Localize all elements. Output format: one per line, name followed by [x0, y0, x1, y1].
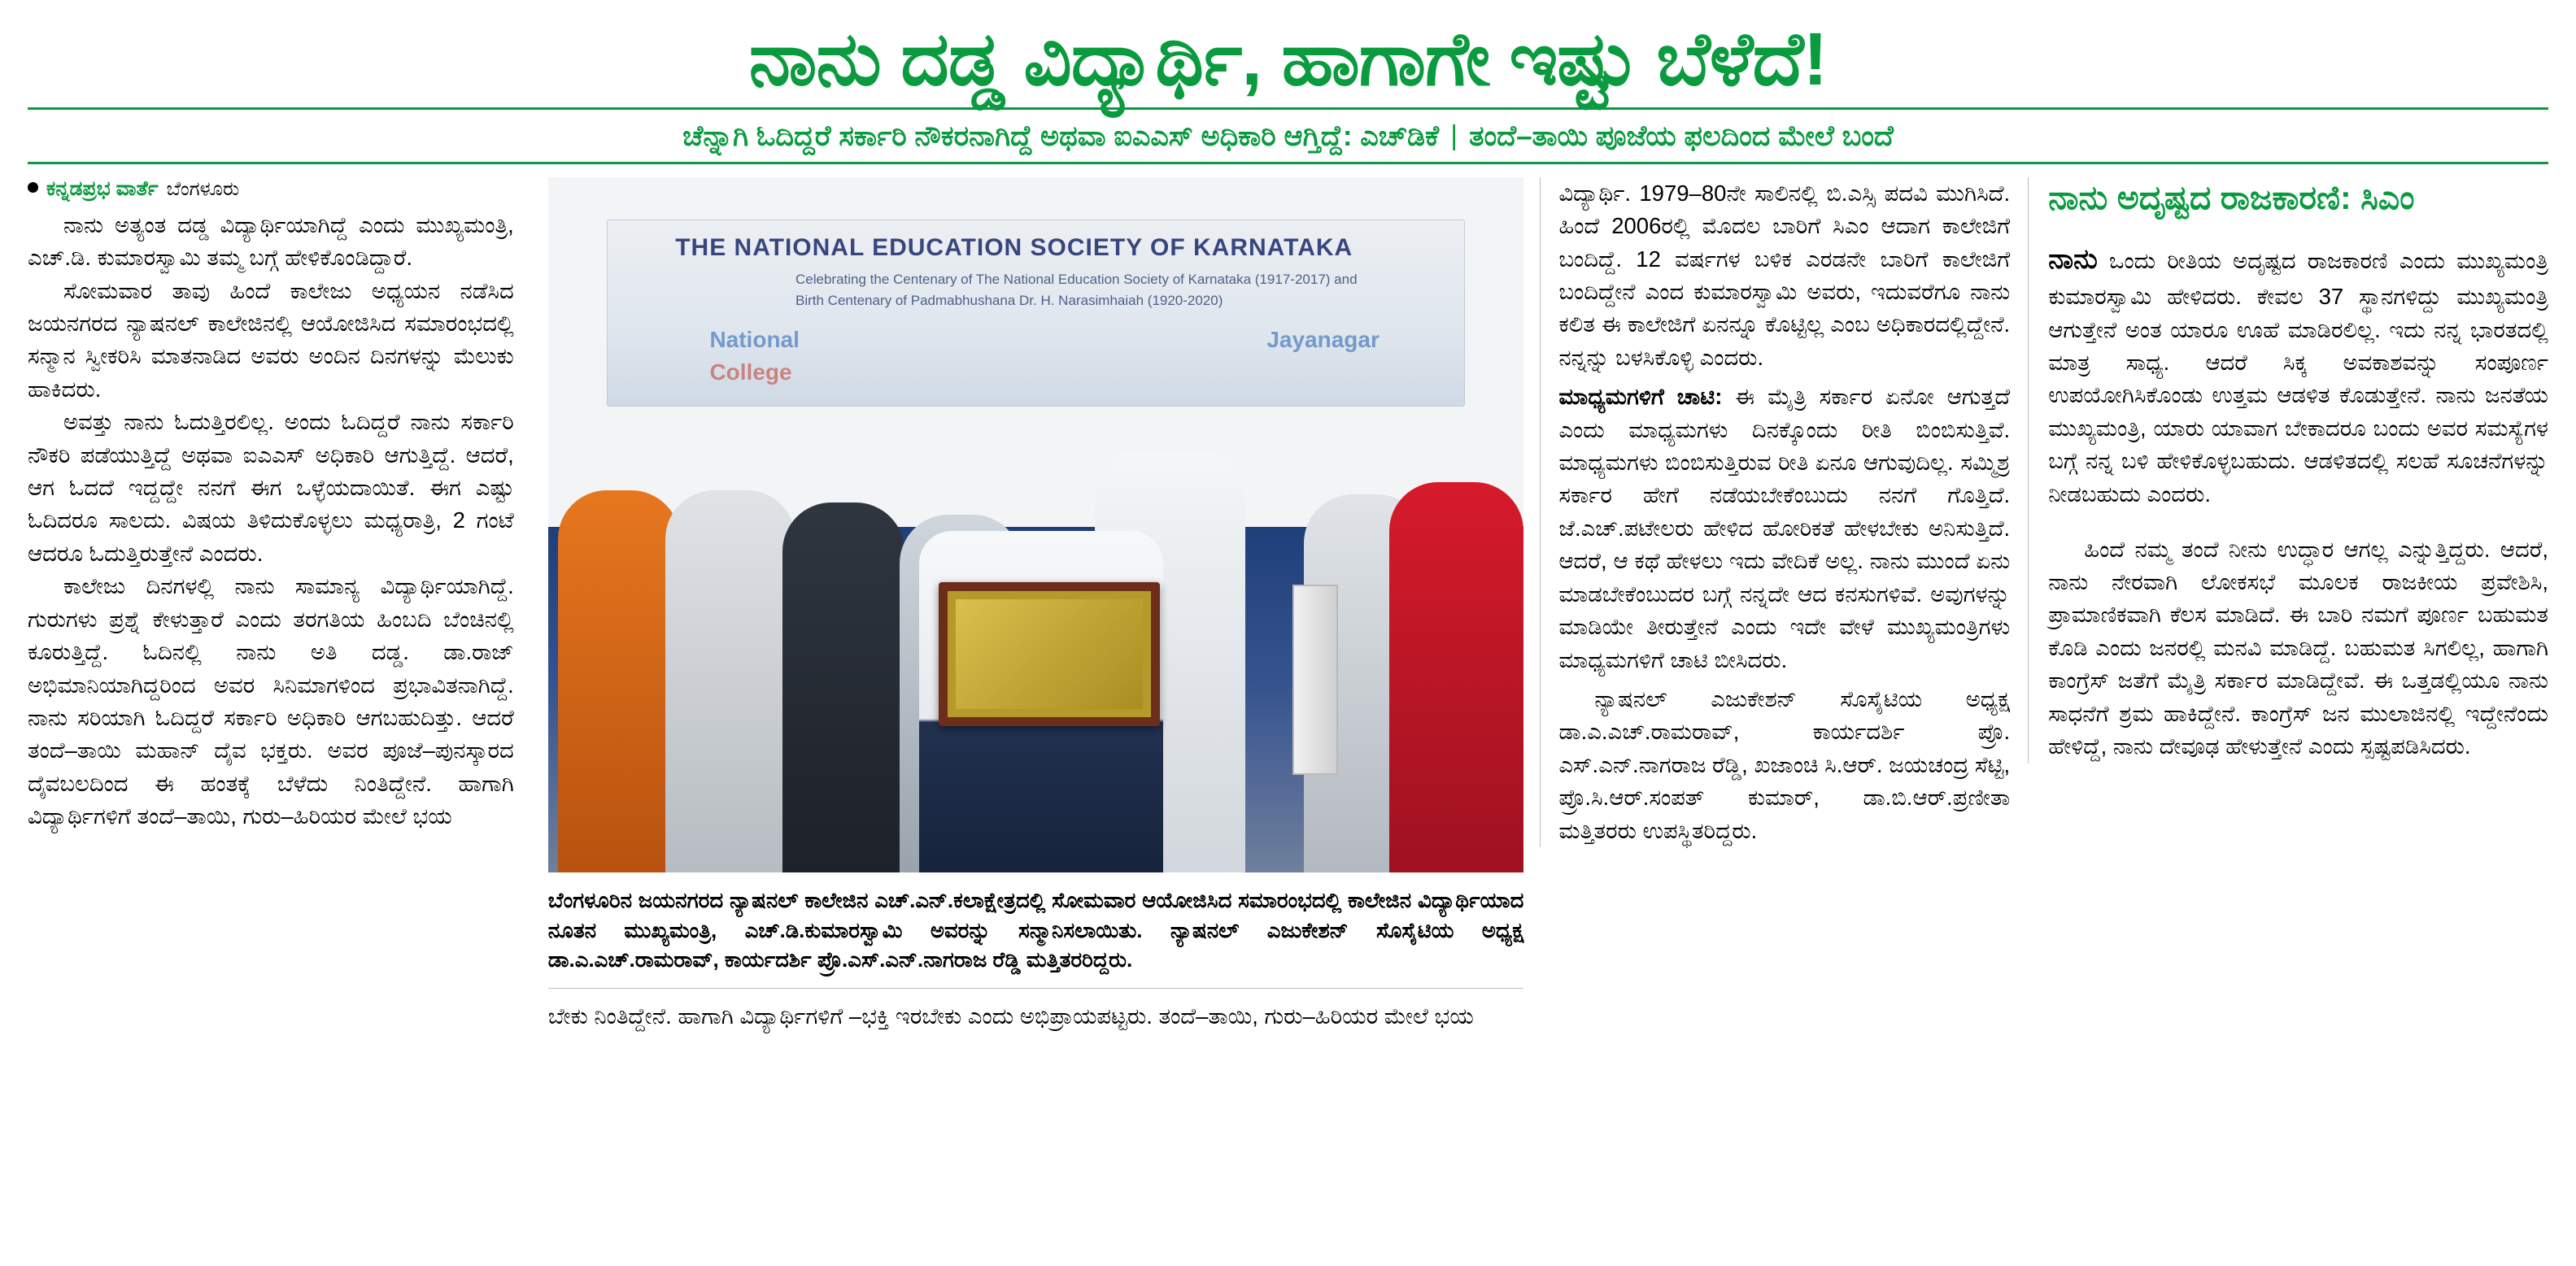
column-three [1540, 177, 2028, 847]
paragraph: ನ್ಯಾಷನಲ್ ಎಜುಕೇಶನ್ ಸೊಸೈಟಿಯ ಅಧ್ಯಕ್ಷ ಡಾ.ಎ.ಎಚ್‌.ರಾಮರಾವ್, ಕಾರ್ಯದರ್ಶಿ ಪ್ರೊ. ಎಸ್‌.ಎನ್‌.ನಾಗರಾಜ ರೆಡ್ಡಿ, ಖಜಾಂಚಿ ಸಿ.ಆರ್‌. ಜಯಚಂದ್ರ ಸೆಟ್ಟಿ, ಪ್ರೊ.ಸಿ.ಆರ್‌.ಸಂಪತ್ ಕುಮಾರ್, ಡಾ.ಬಿ.ಆರ್‌.ಪ್ರಣೀತಾ ಮತ್ತಿತರರು ಉಪಸ್ಥಿತರಿದ್ದರು. [1558, 686, 2011, 843]
paragraph-with-leadin [1558, 381, 2010, 677]
banner-word-jayanagar: Jayanagar [1266, 326, 1380, 352]
column-one [28, 177, 532, 833]
byline-source: ಕನ್ನಡಪ್ರಭ ವಾರ್ತೆ [46, 176, 159, 200]
lead-in-label: ಮಾಧ್ಯಮಗಳಿಗೆ ಚಾಟಿ: [1558, 384, 1723, 410]
paragraph: ಅವತ್ತು ನಾನು ಓದುತ್ತಿರಲಿಲ್ಲ. ಅಂದು ಓದಿದ್ದರೆ ನಾನು ಸರ್ಕಾರಿ ನೌಕರಿ ಪಡೆಯುತ್ತಿದ್ದೆ ಅಥವಾ ಐಎಎಸ್ ಅಧಿಕಾರಿ ಆಗುತ್ತಿದ್ದೆ. ಆದರೆ, ಆಗ ಓದದೆ ಇದ್ದದ್ದೇ ನನಗೆ ಈಗ ಒಳ್ಳೆಯದಾಯಿತೆ. ಈಗ ಎಷ್ಟು ಓದಿದರೂ ಸಾಲದು. ವಿಷಯ ತಿಳಿದುಕೊಳ್ಳಲು ಮಧ್ಯರಾತ್ರಿ, 2 ಗಂಟೆ ಆದರೂ ಓದುತ್ತಿರುತ್ತೇನೆ ಎಂದರು. [28, 409, 514, 566]
dropcap-word: ನಾನು [2048, 244, 2098, 276]
headline-divider-bottom [28, 162, 2548, 164]
paragraph: ಹಿಂದೆ ನಮ್ಮ ತಂದೆ ನೀನು ಉದ್ಧಾರ ಆಗಲ್ಲ ಎನ್ನುತ್ತಿದ್ದರು. ಆದರೆ, ನಾನು ನೇರವಾಗಿ ಲೋಕಸಭೆ ಮೂಲಕ ರಾಜಕೀಯ ಪ್ರವೇಶಿಸಿ, ಪ್ರಾಮಾಣಿಕವಾಗಿ ಕೆಲಸ ಮಾಡಿದೆ. ಈ ಬಾರಿ ನಮಗೆ ಪೂರ್ಣ ಬಹುಮತ ಕೊಡಿ ಎಂದು ಜನರಲ್ಲಿ ಮನವಿ ಮಾಡಿದ್ದೆ. ಬಹುಮತ ಸಿಗಲಿಲ್ಲ, ಹಾಗಾಗಿ ಕಾಂಗ್ರೆಸ್ ಜತೆಗೆ ಮೈತ್ರಿ ಸರ್ಕಾರ ಮಾಡಿದ್ದೇವೆ. ಈ ಒತ್ತಡಲ್ಲಿಯೂ ನಾನು ಸಾಧನೆಗೆ ಶ್ರಮ ಹಾಕಿದ್ದೇನೆ. ಕಾಂಗ್ರೆಸ್ ಜನ ಮುಲಾಜಿನಲ್ಲಿ ಇದ್ದೇನೆಂದು ಹೇಳಿದ್ದೆ, ನಾನು ದೇವೂಢ ಹೇಳುತ್ತೇನೆ ಎಂದು ಸ್ಪಷ್ಟಪಡಿಸಿದರು. [2048, 536, 2548, 759]
byline [28, 177, 514, 201]
paragraph: ಸೋಮವಾರ ತಾವು ಹಿಂದೆ ಕಾಲೇಜು ಅಧ್ಯಯನ ನಡೆಸಿದ ಜಯನಗರದ ನ್ಯಾಷನಲ್ ಕಾಲೇಜಿನಲ್ಲಿ ಆಯೋಜಿಸಿದ ಸಮಾರಂಭದಲ್ಲಿ ಸನ್ಮಾನ ಸ್ವೀಕರಿಸಿ ಮಾತನಾಡಿದ ಅವರು ಅಂದಿನ ದಿನಗಳನ್ನು ಮೆಲುಕು ಹಾಕಿದರು. [28, 277, 514, 402]
page-headline: ನಾನು ದಡ್ಡ ವಿದ್ಯಾರ್ಥಿ, ಹಾಗಾಗೇ ಇಷ್ಟು ಬೆಳೆದೆ! [748, 18, 1828, 101]
banner-subtitle: Celebrating the Centenary of The National Education Society of Karnataka (1917-2017) and [795, 271, 1358, 287]
paragraph: ಬೇಕು ನಿಂತಿದ್ದೇನೆ. ಹಾಗಾಗಿ ವಿದ್ಯಾರ್ಥಿಗಳಿಗೆ –ಭಕ್ತಿ ಇರಬೇಕು ಎಂದು ಅಭಿಪ್ರಾಯಪಟ್ಟರು. ತಂದೆ–ತಾಯಿ, ಗುರು–ಹಿರಿಯರ ಮೇಲೆ ಭಯ [547, 1003, 1474, 1029]
paragraph-text: ಈ ಮೈತ್ರಿ ಸರ್ಕಾರ ಏನೋ ಆಗುತ್ತದೆ ಎಂದು ಮಾಧ್ಯಮಗಳು ದಿನಕ್ಕೊಂದು ರೀತಿ ಬಿಂಬಿಸುತ್ತಿವೆ. ಮಾಧ್ಯಮಗಳು ಬಿಂಬಿಸುತ್ತಿರುವ ರೀತಿ ಏನೂ ಆಗುವುದಿಲ್ಲ. ಸಮ್ಮಿಶ್ರ ಸರ್ಕಾರ ಹೇಗೆ ನಡೆಯಬೇಕೆಂಬುದು ನನಗೆ ಗೊತ್ತಿದೆ. ಜೆ.ಎಚ್‌.ಪಟೇಲರು ಹೇಳಿದ ಹೋರಿಕತೆ ಹೇಳಬೇಕು ಅನಿಸುತ್ತಿದೆ. ಆದರೆ, ಆ ಕಥೆ ಹೇಳಲು ಇದು ವೇದಿಕೆ ಅಲ್ಲ. ನಾನು ಮುಂದೆ ಏನು ಮಾಡಬೇಕೆಂಬುದರ ಬಗ್ಗೆ ನನ್ನದೇ ಆದ ಕನಸುಗಳಿವೆ. ಅವುಗಳನ್ನು ಮಾಡಿಯೇ ತೀರುತ್ತೇನೆ ಎಂದು ಇದೇ ವೇಳೆ ಮುಖ್ಯಮಂತ್ರಿಗಳು ಮಾಧ್ಯಮಗಳಿಗೆ ಚಾಟಿ ಬೀಸಿದರು. [1558, 384, 2011, 672]
banner-title: THE NATIONAL EDUCATION SOCIETY OF KARNATAKA [675, 233, 1353, 261]
memento-plaque [939, 582, 1160, 726]
paragraph: ಕಾಲೇಜು ದಿನಗಳಲ್ಲಿ ನಾನು ಸಾಮಾನ್ಯ ವಿದ್ಯಾರ್ಥಿಯಾಗಿದ್ದೆ. ಗುರುಗಳು ಪ್ರಶ್ನೆ ಕೇಳುತ್ತಾರೆ ಎಂದು ತರಗತಿಯ ಹಿಂಬದಿ ಬೆಂಚಿನಲ್ಲಿ ಕೂರುತ್ತಿದ್ದೆ. ಓದಿನಲ್ಲಿ ನಾನು ಅತಿ ದಡ್ಡ. ಡಾ.ರಾಜ್ ಅಭಿಮಾನಿಯಾಗಿದ್ದರಿಂದ ಅವರ ಸಿನಿಮಾಗಳಿಂದ ಪ್ರಭಾವಿತನಾಗಿದ್ದೆ. ನಾನು ಸರಿಯಾಗಿ ಓದಿದ್ದರೆ ಸರ್ಕಾರಿ ಅಧಿಕಾರಿ ಆಗಬಹುದಿತ್ತು. ಆದರೆ ತಂದೆ–ತಾಯಿ ಮಹಾನ್ ದೈವ ಭಕ್ತರು. ಅವರ ಪೂಜೆ–ಪುನಸ್ಕಾರದ ದೈವಬಲದಿಂದ ಈ ಹಂತಕ್ಕೆ ಬೆಳೆದು ನಿಂತಿದ್ದೇನೆ. ಹಾಗಾಗಿ ವಿದ್ಯಾರ್ಥಿಗಳಿಗೆ ತಂದೆ–ತಾಯಿ, ಗುರು–ಹಿರಿಯರ ಮೇಲೆ ಭಯ [28, 573, 514, 829]
subheadline-row [28, 110, 2548, 162]
caption-divider [548, 988, 1524, 989]
byline-place: ಬೆಂಗಳೂರು [166, 177, 240, 200]
award-box [1292, 585, 1338, 775]
banner-word-national: National [709, 326, 800, 352]
sidebar-headline: ನಾನು ಅದೃಷ್ಟದ ರಾಜಕಾರಣಿ: ಸಿಎಂ [2048, 178, 2415, 216]
article-columns [28, 177, 2548, 1234]
award-ceremony-photo [548, 177, 1524, 872]
event-banner [607, 220, 1466, 407]
person-figure [665, 490, 795, 872]
caption-continuation [548, 1000, 1524, 1033]
column-photo [532, 177, 1541, 1033]
paragraph-text: ಒಂದು ರೀತಿಯ ಅದೃಷ್ಟದ ರಾಜಕಾರಣಿ ಎಂದು ಮುಖ್ಯಮಂತ್ರಿ ಕುಮಾರಸ್ವಾಮಿ ಹೇಳಿದರು. ಕೇವಲ 37 ಸ್ಥಾನಗಳಿದ್ದು ಮುಖ್ಯಮಂತ್ರಿ ಆಗುತ್ತೇನೆ ಅಂತ ಯಾರೂ ಊಹೆ ಮಾಡಿರಲಿಲ್ಲ. ಇದು ನನ್ನ ಭಾರತದಲ್ಲಿ ಮಾತ್ರ ಸಾಧ್ಯ. ಆದರೆ ಸಿಕ್ಕ ಅವಕಾಶವನ್ನು ಸಂಪೂರ್ಣ ಉಪಯೋಗಿಸಿಕೊಂಡು ಉತ್ತಮ ಆಡಳಿತ ಕೊಡುತ್ತೇನೆ. ನಾನು ಜನತೆಯ ಮುಖ್ಯಮಂತ್ರಿ, ಯಾರು ಯಾವಾಗ ಬೇಕಾದರೂ ಬಂದು ಅವರ ಸಮಸ್ಯೆಗಳ ಬಗ್ಗೆ ನನ್ನ ಬಳಿ ಹೇಳಿಕೊಳ್ಳಬಹುದು. ಆಡಳಿತದಲ್ಲಿ ಸಲಹೆ ಸೂಚನೆಗಳನ್ನು ನೀಡಬಹುದು ಎಂದರು. [2048, 248, 2548, 507]
photo-wrapper [548, 177, 1524, 872]
person-figure [558, 490, 680, 872]
bullet-icon [28, 182, 38, 193]
plaque-inner [956, 599, 1143, 709]
banner-word-college: College [709, 359, 792, 385]
subheadline-left: ಚೆನ್ನಾಗಿ ಓದಿದ್ದರೆ ಸರ್ಕಾರಿ ನೌಕರನಾಗಿದ್ದೆ ಅಥವಾ ಐಎಎಸ್ ಅಧಿಕಾರಿ ಆಗ್ತಿದ್ದೆ: ಎಚ್‌ಡಿಕೆ [682, 120, 1440, 152]
photo-caption: ಬೆಂಗಳೂರಿನ ಜಯನಗರದ ನ್ಯಾಷನಲ್ ಕಾಲೇಜಿನ ಎಚ್‌.ಎನ್‌.ಕಲಾಕ್ಷೇತ್ರದಲ್ಲಿ ಸೋಮವಾರ ಆಯೋಜಿಸಿದ ಸಮಾರಂಭದಲ್ಲಿ ಕಾಲೇಜಿನ ವಿದ್ಯಾರ್ಥಿಯಾದ ನೂತನ ಮುಖ್ಯಮಂತ್ರಿ, ಎಚ್‌.ಡಿ.ಕುಮಾರಸ್ವಾಮಿ ಅವರನ್ನು ಸನ್ಮಾನಿಸಲಾಯಿತು. ನ್ಯಾಷನಲ್ ಎಜುಕೇಶನ್ ಸೊಸೈಟಿಯ ಅಧ್ಯಕ್ಷ ಡಾ.ಎ.ಎಚ್‌.ರಾಮರಾವ್, ಕಾರ್ಯದರ್ಶಿ ಪ್ರೊ.ಎಸ್‌.ಎನ್‌.ನಾಗರಾಜ ರೆಡ್ಡಿ ಮತ್ತಿತರರಿದ್ದರು. [547, 887, 1524, 972]
person-figure [782, 502, 904, 872]
column-four [2028, 177, 2548, 764]
person-figure [1389, 482, 1523, 872]
paragraph: ನಾನು ಅತ್ಯಂತ ದಡ್ಡ ವಿದ್ಯಾರ್ಥಿಯಾಗಿದ್ದೆ ಎಂದು ಮುಖ್ಯಮಂತ್ರಿ, ಎಚ್‌.ಡಿ. ಕುಮಾರಸ್ವಾಮಿ ತಮ್ಮ ಬಗ್ಗೆ ಹೇಳಿಕೊಂಡಿದ್ದಾರೆ. [28, 211, 514, 271]
subheadline-separator: | [1450, 120, 1458, 152]
paragraph: ವಿದ್ಯಾರ್ಥಿ. 1979–80ನೇ ಸಾಲಿನಲ್ಲಿ ಬಿ.ಎಸ್ಸಿ ಪದವಿ ಮುಗಿಸಿದೆ. ಹಿಂದೆ 2006ರಲ್ಲಿ ಮೊದಲ ಬಾರಿಗೆ ಸಿಎಂ ಆದಾಗ ಕಾಲೇಜಿಗೆ ಬಂದಿದ್ದೆ. 12 ವರ್ಷಗಳ ಬಳಿಕ ಎರಡನೇ ಬಾರಿಗೆ ಕಾಲೇಜಿಗೆ ಬಂದಿದ್ದೇನೆ ಎಂದ ಕುಮಾರಸ್ವಾಮಿ ಅವರು, ಇದುವರೆಗೂ ನಾನು ಕಲಿತ ಈ ಕಾಲೇಜಿಗೆ ಏನನ್ನೂ ಕೊಟ್ಟಿಲ್ಲ ಎಂಬ ಅಧಿಕಾರದಲ್ಲಿದ್ದೇನೆ. ನನ್ನನ್ನು ಬಳಸಿಕೊಳ್ಳಿ ಎಂದರು. [1558, 180, 2011, 370]
paragraph-with-dropcap [2048, 240, 2548, 511]
banner-subtitle-2: Birth Centenary of Padmabhushana Dr. H. Narasimhaiah (1920-2020) [795, 292, 1223, 308]
subheadline-right: ತಂದೆ–ತಾಯಿ ಪೂಜೆಯ ಫಲದಿಂದ ಮೇಲೆ ಬಂದೆ [1469, 120, 1894, 152]
caption-continuation-columns [548, 1000, 1524, 1033]
